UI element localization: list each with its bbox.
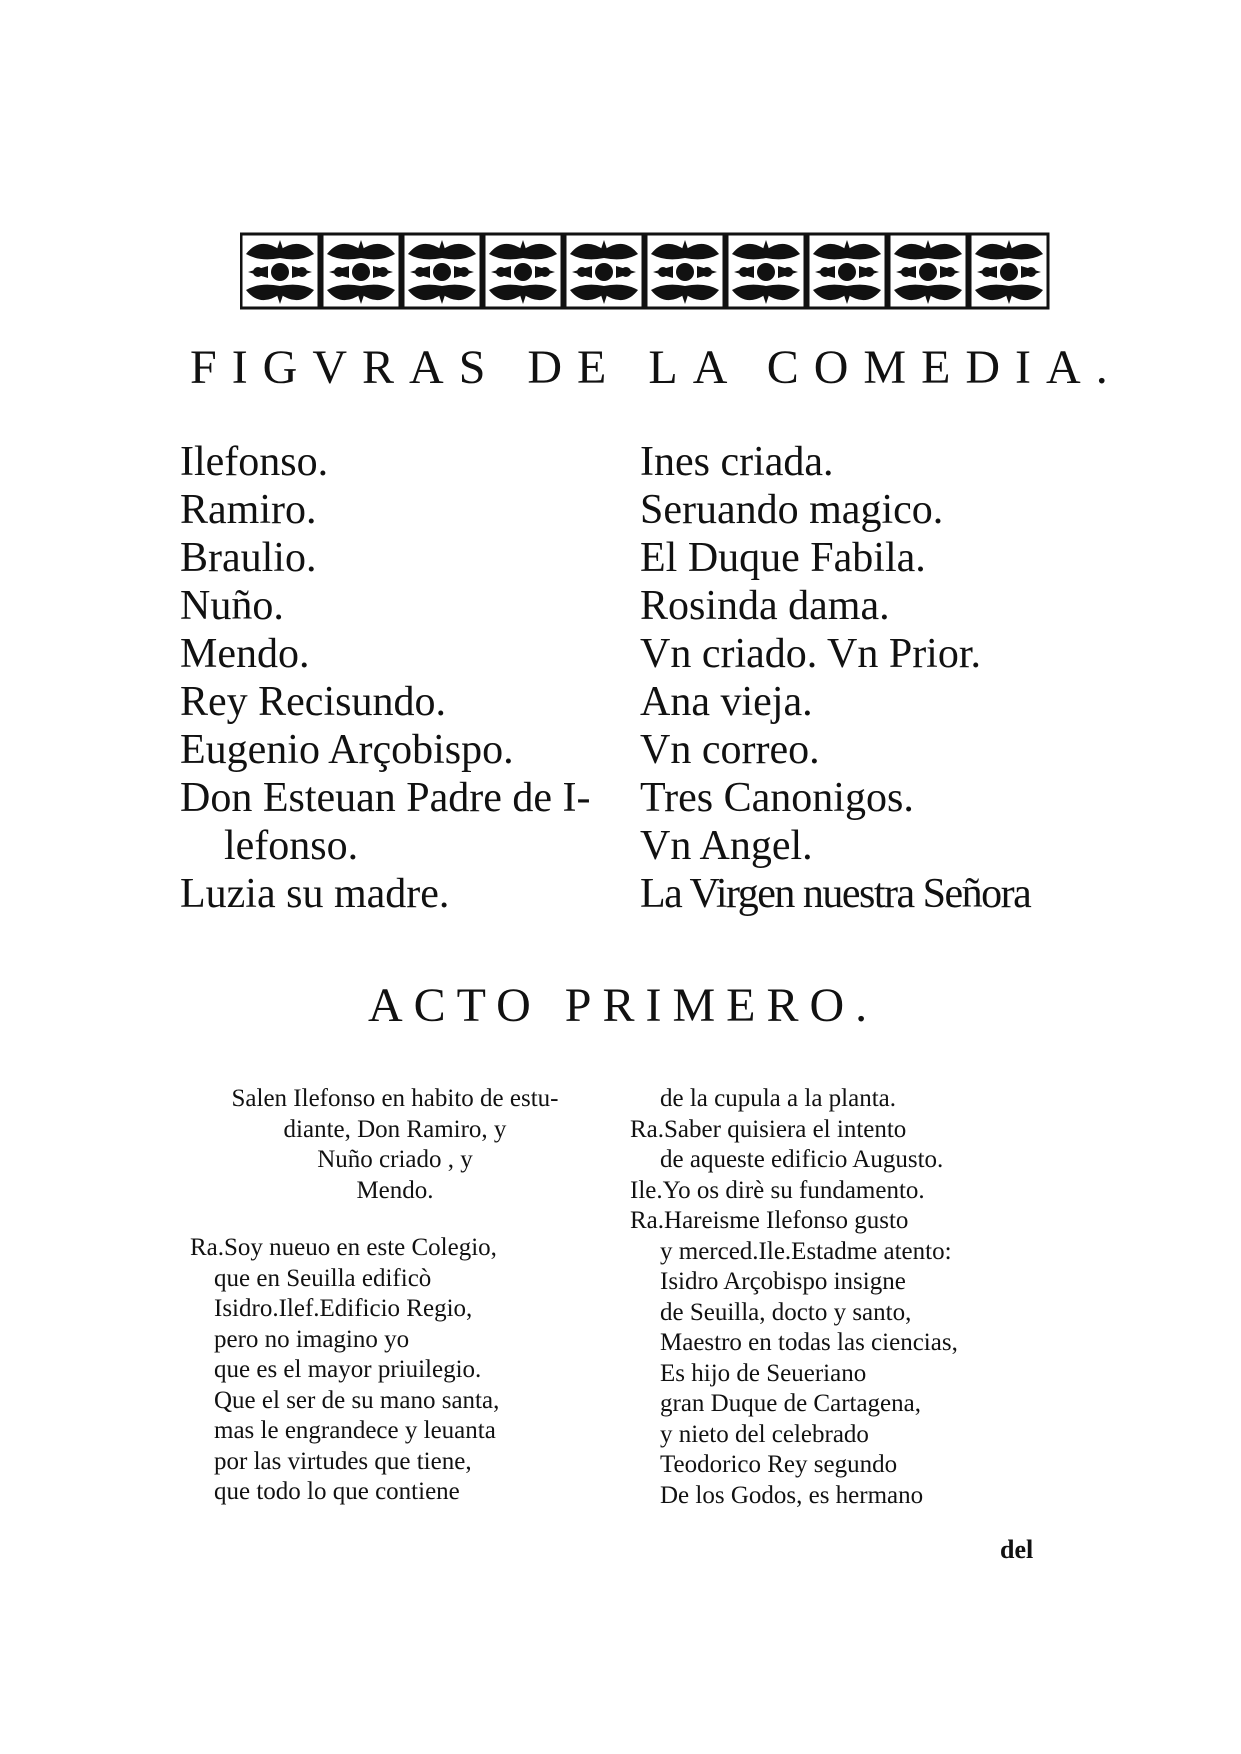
cast-item: Seruando magico.	[640, 487, 944, 533]
verse-column-right	[630, 1084, 1070, 1511]
stage-line: Salen Ilefonso en habito de estu-	[231, 1085, 559, 1112]
cast-list-left	[180, 438, 650, 918]
verse-line: que todo lo que contiene	[214, 1478, 460, 1505]
cast-item: Eugenio Arçobispo.	[180, 727, 514, 773]
verse-line: que en Seuilla edificò	[214, 1264, 432, 1292]
verse-line: Ile.Yo os dirè su fundamento.	[630, 1176, 925, 1204]
verse-line: Maestro en todas las ciencias,	[660, 1329, 958, 1356]
cast-item: Don Esteuan Padre de I-	[180, 775, 591, 821]
verse-line: que es el mayor priuilegio.	[214, 1356, 482, 1383]
cast-item: El Duque Fabila.	[640, 535, 926, 581]
cast-item: Ilefonso.	[180, 439, 329, 485]
verse-line: Ra.Saber quisiera el intento	[630, 1115, 907, 1143]
cast-item: Tres Canonigos.	[640, 775, 914, 821]
cast-item: Vn criado. Vn Prior.	[640, 631, 982, 677]
verse-line: por las virtudes que tiene,	[214, 1447, 472, 1475]
verse-line: Ra.Hareisme Ilefonso gusto	[630, 1207, 909, 1234]
verse-line: pero no imagino yo	[214, 1325, 410, 1353]
verse-line: Ra.Soy nueuo en este Colegio,	[190, 1234, 497, 1261]
verse-line: Isidro.Ilef.Edificio Regio,	[214, 1295, 473, 1322]
verse-line: De los Godos, es hermano	[660, 1481, 924, 1509]
verse-line: de aqueste edificio Augusto.	[660, 1146, 944, 1173]
fleuron-border-icon	[240, 232, 1053, 310]
verse-line: gran Duque de Cartagena,	[660, 1390, 921, 1417]
verse-line: Teodorico Rey segundo	[660, 1451, 898, 1478]
cast-item: Braulio.	[180, 535, 317, 581]
cast-list-title: FIGVRAS DE LA COMEDIA.	[190, 341, 1123, 394]
stage-line: Nuño criado , y	[317, 1146, 473, 1173]
cast-item: Ana vieja.	[640, 679, 813, 725]
act-title: ACTO PRIMERO.	[368, 979, 879, 1032]
stage-direction	[190, 1084, 600, 1206]
verse-line: mas le engrandece y leuanta	[214, 1417, 496, 1444]
cast-item: Ramiro.	[180, 487, 317, 533]
cast-item: Nuño.	[180, 583, 284, 629]
cast-item: Vn Angel.	[640, 823, 813, 869]
cast-item: Ines criada.	[640, 439, 834, 485]
cast-list-right	[640, 438, 1090, 918]
verse-line: Que el ser de su mano santa,	[214, 1386, 500, 1414]
cast-item: Vn correo.	[640, 727, 820, 773]
catchword: del	[1000, 1535, 1034, 1564]
verse-line: Isidro Arçobispo insigne	[660, 1268, 906, 1295]
stage-line: Mendo.	[356, 1176, 434, 1204]
verse-line: de Seuilla, docto y santo,	[660, 1298, 912, 1326]
cast-item: La Virgen nuestra Señora	[640, 871, 1031, 917]
verse-line: de la cupula a la planta.	[660, 1085, 896, 1112]
cast-item: Mendo.	[180, 631, 310, 677]
cast-item: Rey Recisundo.	[180, 679, 446, 725]
verse-column-left	[190, 1233, 610, 1508]
verse-line: Es hijo de Seueriano	[660, 1359, 867, 1387]
cast-item: Rosinda dama.	[640, 583, 890, 629]
cast-item: Luzia su madre.	[180, 871, 450, 917]
verse-line: y nieto del celebrado	[660, 1420, 869, 1448]
verse-line: y merced.Ile.Estadme atento:	[660, 1237, 952, 1265]
stage-line: diante, Don Ramiro, y	[283, 1115, 507, 1143]
cast-item: lefonso.	[224, 823, 359, 869]
